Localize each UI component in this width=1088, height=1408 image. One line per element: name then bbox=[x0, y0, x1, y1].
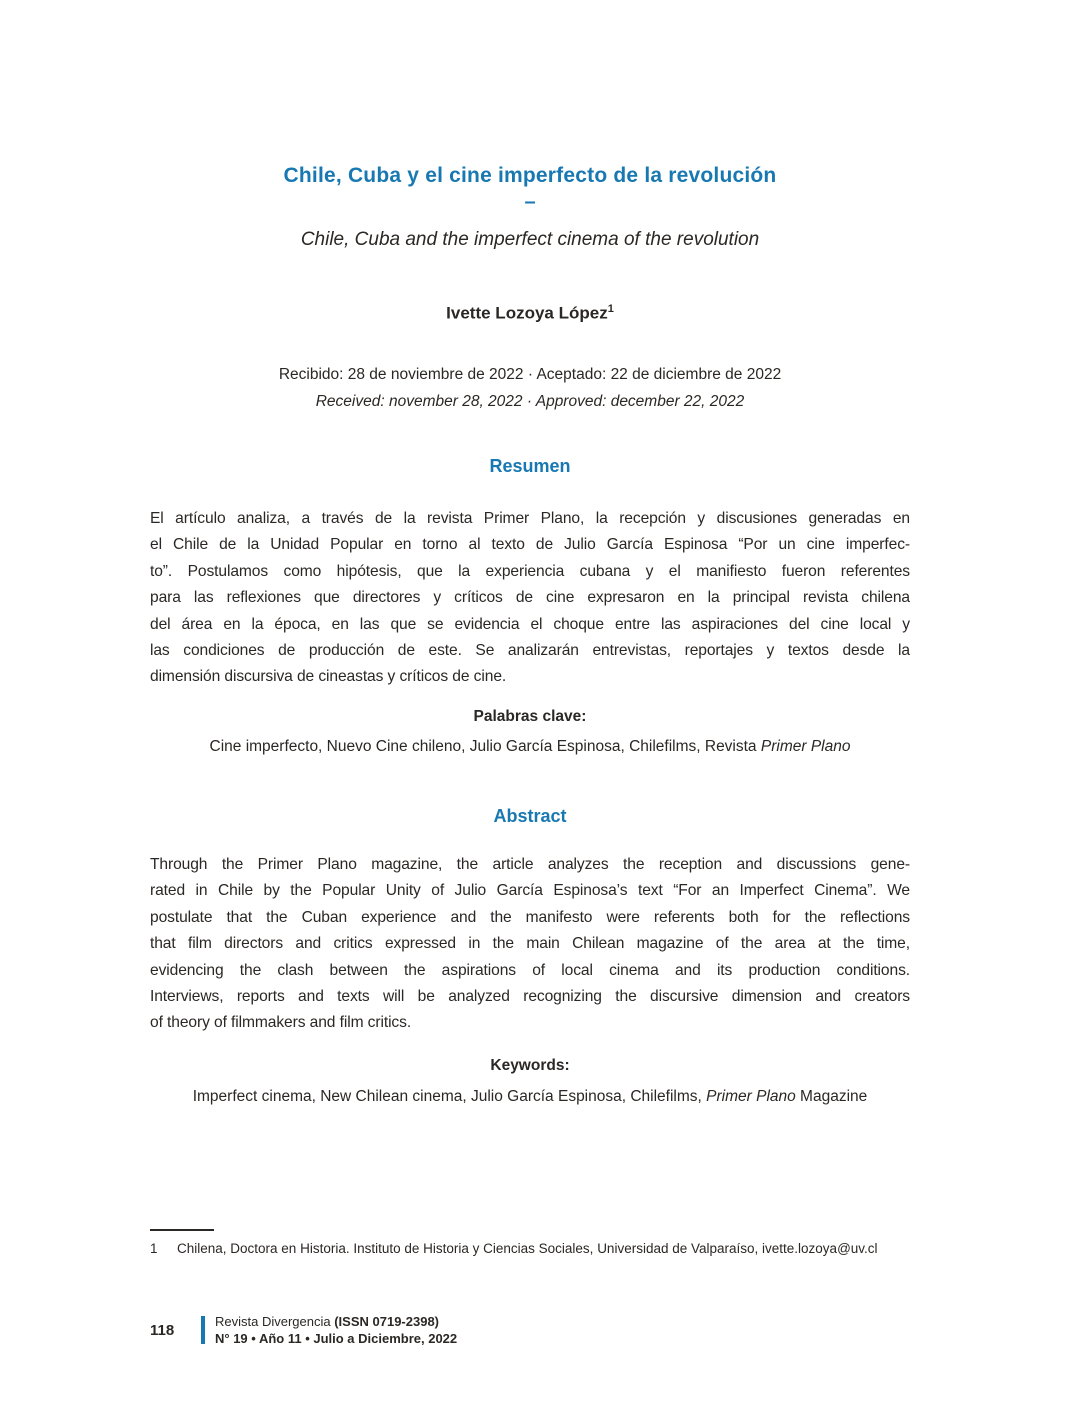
journal-issn: (ISSN 0719-2398) bbox=[334, 1314, 439, 1329]
paragraph-line: El artículo analiza, a través de la revista Primer Plano, la recepción y discusiones generadas en bbox=[150, 510, 910, 527]
paragraph-line: of theory of filmmakers and film critics. bbox=[150, 1014, 412, 1032]
journal-issue-line: N° 19 • Año 11 • Julio a Diciembre, 2022 bbox=[215, 1331, 458, 1346]
abstract-paragraph bbox=[150, 852, 910, 1037]
page-number: 118 bbox=[150, 1322, 175, 1339]
footnote-number: 1 bbox=[150, 1241, 158, 1256]
footer-accent-bar bbox=[201, 1316, 205, 1344]
author-footnote-marker: 1 bbox=[607, 303, 614, 315]
italic-text-part: Primer Plano bbox=[760, 738, 851, 755]
italic-text-part: Primer Plano bbox=[706, 1088, 796, 1105]
article-title-english: Chile, Cuba and the imperfect cinema of the revolution bbox=[300, 229, 760, 250]
text-part: Imperfect cinema, New Chilean cinema, Julio García Espinosa, Chilefilms, bbox=[192, 1088, 707, 1105]
paragraph-line: postulate that the Cuban experience and the manifesto were referents both for the reflections bbox=[150, 908, 910, 926]
palabras-clave-list bbox=[150, 738, 910, 756]
paragraph-line: rated in Chile by the Popular Unity of Julio García Espinosa’s text “For an Imperfect Cinema”. We bbox=[150, 882, 910, 900]
footnote bbox=[150, 1241, 910, 1256]
paragraph-line: Through the Primer Plano magazine, the article analyzes the reception and discussions gene- bbox=[150, 856, 910, 873]
author-name-text: Ivette Lozoya López bbox=[446, 303, 608, 323]
resumen-heading: Resumen bbox=[489, 456, 571, 476]
keywords-label: Keywords: bbox=[490, 1057, 570, 1074]
title-separator-dash: – bbox=[524, 191, 536, 213]
journal-footer-info bbox=[215, 1313, 457, 1347]
paragraph-line: that film directors and critics expressed in the main Chilean magazine of the area at the time, bbox=[150, 935, 910, 953]
paragraph-line: Interviews, reports and texts will be analyzed recognizing the discursive dimension and creators bbox=[150, 988, 910, 1006]
palabras-clave-label: Palabras clave: bbox=[473, 708, 587, 725]
paragraph-line: to”. Postulamos como hipótesis, que la experiencia cubana y el manifiesto fueron referentes bbox=[150, 562, 910, 580]
paragraph-line: del área en la época, en las que se evidencia el choque entre las aspiraciones del cine local y bbox=[150, 615, 910, 633]
author-name bbox=[150, 303, 910, 324]
abstract-heading: Abstract bbox=[493, 806, 567, 826]
paragraph-line: el Chile de la Unidad Popular en torno al texto de Julio García Espinosa “Por un cine imperfec- bbox=[150, 536, 910, 554]
footnote-divider-rule bbox=[150, 1229, 214, 1231]
journal-title-line bbox=[215, 1313, 457, 1330]
text-part: Cine imperfecto, Nuevo Cine chileno, Julio García Espinosa, Chilefilms, Revista bbox=[209, 738, 761, 755]
article-title-spanish: Chile, Cuba y el cine imperfecto de la revolución bbox=[283, 164, 777, 188]
resumen-paragraph bbox=[150, 506, 910, 691]
footnote-text: Chilena, Doctora en Historia. Instituto de Historia y Ciencias Sociales, Universidad de Valparaíso, ivette.lozoya@uv.cl bbox=[177, 1241, 878, 1256]
received-accepted-english: Received: november 28, 2022 · Approved: december 22, 2022 bbox=[315, 393, 745, 410]
received-accepted-spanish: Recibido: 28 de noviembre de 2022 · Aceptado: 22 de diciembre de 2022 bbox=[278, 366, 782, 383]
text-part: Magazine bbox=[795, 1088, 868, 1105]
keywords-list bbox=[150, 1088, 910, 1106]
paragraph-line: para las reflexiones que directores y críticos de cine expresaron en la principal revista chilena bbox=[150, 589, 910, 607]
paragraph-line: dimensión discursiva de cineastas y críticos de cine. bbox=[150, 668, 507, 686]
paragraph-line: las condiciones de producción de este. Se analizarán entrevistas, reportajes y textos desde la bbox=[150, 642, 910, 660]
paragraph-line: evidencing the clash between the aspirations of local cinema and its production conditions. bbox=[150, 961, 910, 979]
journal-name: Revista Divergencia bbox=[215, 1314, 335, 1329]
